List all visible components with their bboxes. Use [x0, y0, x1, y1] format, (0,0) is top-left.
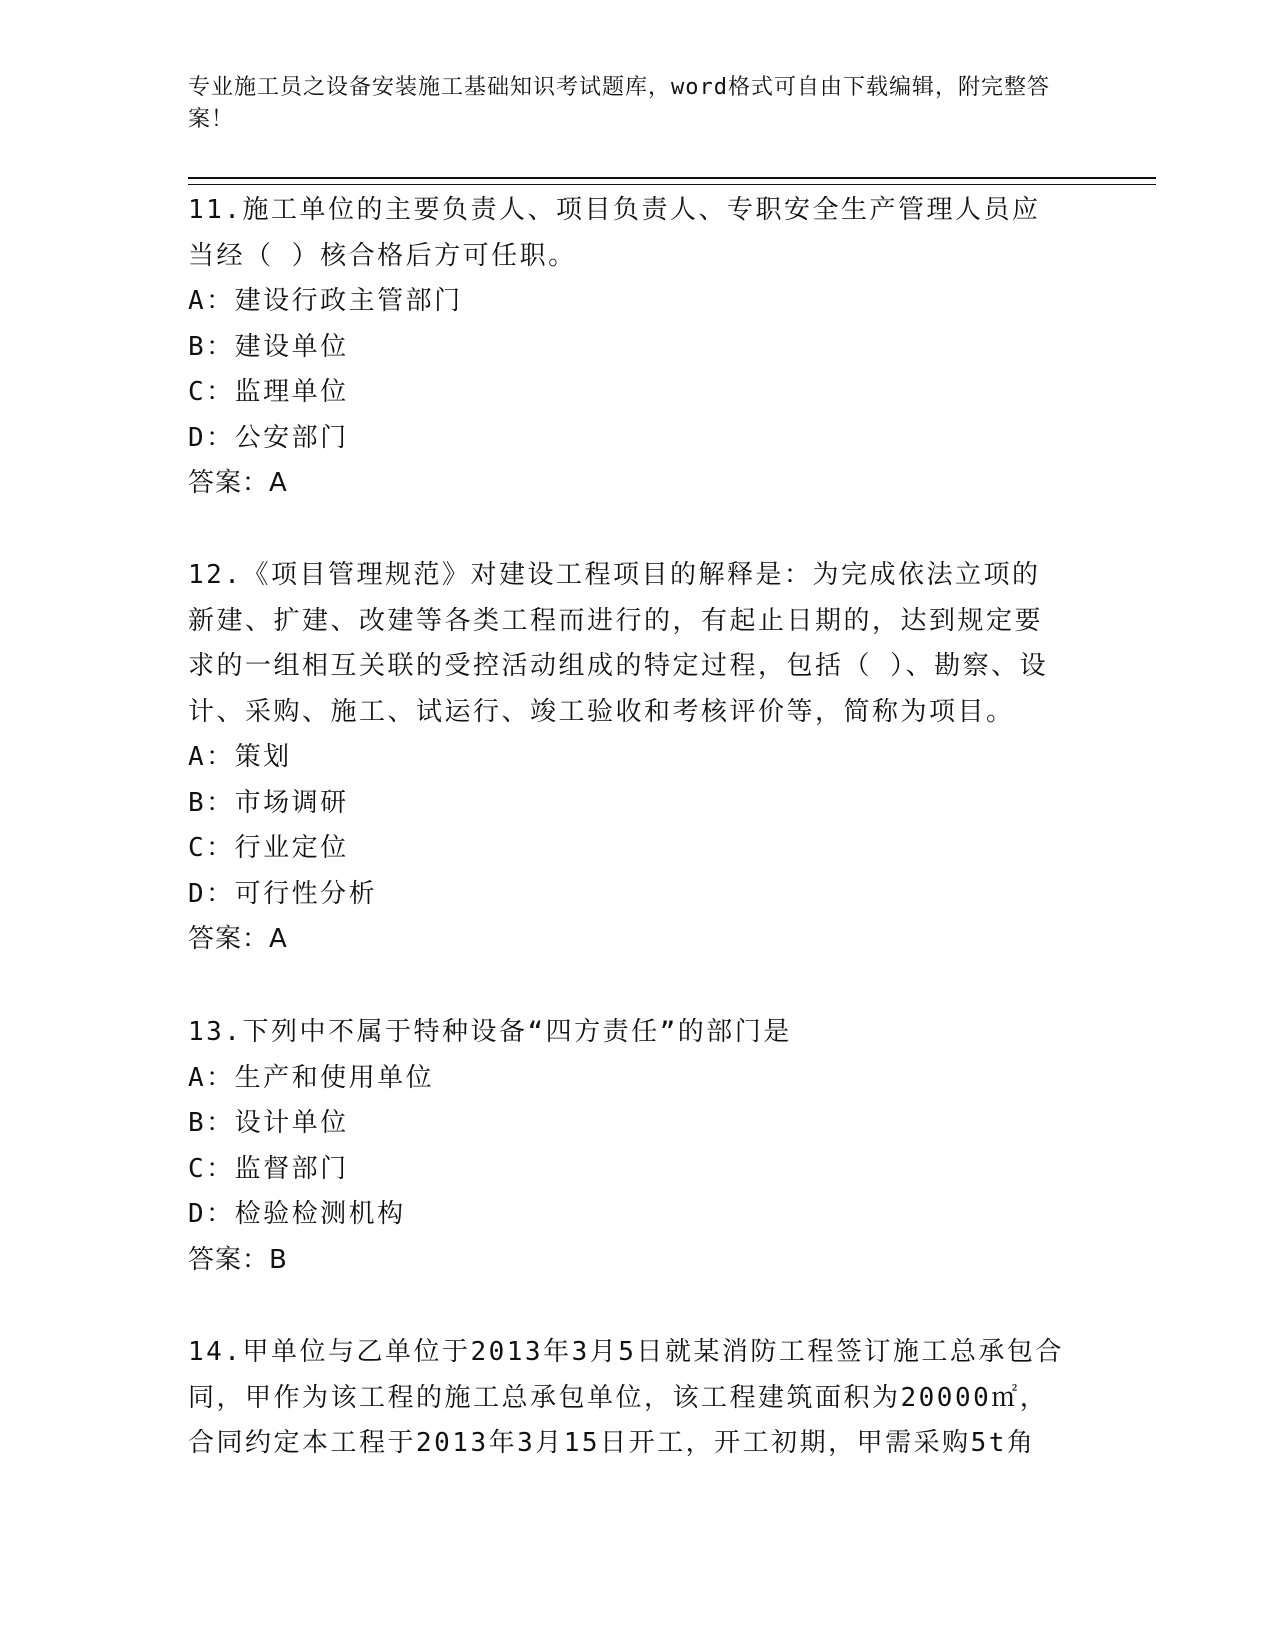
question-stem: 11.施工单位的主要负责人、项目负责人、专职安全生产管理人员应当经（ ）核合格后方可任职。	[188, 195, 1041, 271]
answer-line: 答案：B	[188, 1244, 288, 1275]
option-b: B：设计单位	[188, 1108, 349, 1138]
question-12	[188, 553, 1068, 963]
question-stem: 14.甲单位与乙单位于2013年3月5日就某消防工程签订施工总承包合同，甲作为该工程的施工总承包单位，该工程建筑面积为20000㎡，合同约定本工程于2013年3月15日开工，开工初期，甲需采购5t角	[188, 1337, 1064, 1458]
question-stem: 13.下列中不属于特种设备“四方责任”的部门是	[188, 1017, 792, 1047]
option-c: C：监理单位	[188, 377, 349, 407]
option-b: B：建设单位	[188, 331, 349, 362]
option-d: D：检验检测机构	[188, 1199, 406, 1229]
option-d: D：可行性分析	[188, 878, 378, 909]
document-header-note: 专业施工员之设备安装施工基础知识考试题库，word格式可自由下载编辑，附完整答案！	[188, 75, 1050, 132]
answer-line: 答案：A	[188, 468, 288, 498]
option-d: D：公安部门	[188, 422, 349, 453]
answer-line: 答案：A	[188, 924, 288, 954]
question-stem: 12.《项目管理规范》对建设工程项目的解释是：为完成依法立项的新建、扩建、改建等各类工程而进行的，有起止日期的，达到规定要求的一组相互关联的受控活动组成的特定过程，包括（ ）、勘察、设计、采购、施工、试运行、竣工验收和考核评价等，简称为项目。	[188, 560, 1049, 727]
option-b: B：市场调研	[188, 787, 349, 818]
option-a: A：生产和使用单位	[188, 1062, 435, 1093]
question-14	[188, 1330, 1068, 1467]
header-divider-thin	[188, 184, 1156, 185]
header-divider-thick	[188, 177, 1156, 179]
option-a: A：建设行政主管部门	[188, 286, 463, 316]
question-13	[188, 1010, 1068, 1283]
option-c: C：监督部门	[188, 1153, 349, 1184]
question-11	[188, 188, 1068, 507]
option-c: C：行业定位	[188, 833, 349, 863]
option-a: A：策划	[188, 742, 292, 772]
